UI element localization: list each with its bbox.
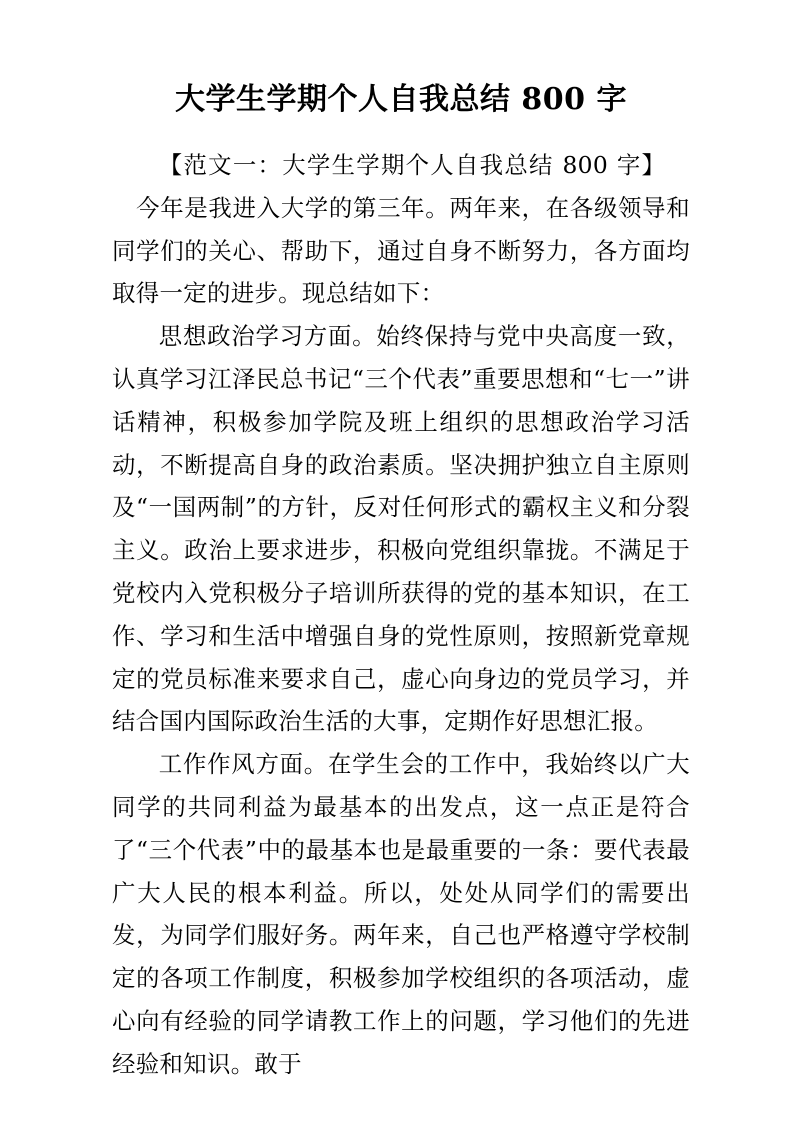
paragraph-1-lead: 【范文一：大学生学期个人自我总结 800 字】 [158, 151, 667, 179]
document-body [112, 78, 690, 1086]
paragraph-1-text: 今年是我进入大学的第三年。两年来，在各级领导和同学们的关心、帮助下，通过自身不断努力，各方面均取得一定的进步。现总结如下： [112, 193, 690, 308]
paragraph-1 [112, 144, 690, 315]
page-title: 大学生学期个人自我总结 800 字 [174, 82, 627, 117]
paragraph-3-text: 工作作风方面。在学生会的工作中，我始终以广大同学的共同利益为最基本的出发点，这一点正是符合了“三个代表”中的最基本也是最重要的一条：要代表最广大人民的根本利益。所以，处处从同学们的需要出发，为同学们服好务。两年来，自己也严格遵守学校制定的各项工作制度，积极参加学校组织的各项活动，虚心向有经验的同学请教工作上的问题，学习他们的先进经验和知识。敢于 [112, 750, 690, 1078]
paragraph-3 [112, 743, 690, 1085]
paragraph-2 [112, 315, 690, 743]
paragraph-2-text: 思想政治学习方面。始终保持与党中央高度一致，认真学习江泽民总书记“三个代表”重要思想和“七一”讲话精神，积极参加学院及班上组织的思想政治学习活动，不断提高自身的政治素质。坚决拥护独立自主原则及“一国两制”的方针，反对任何形式的霸权主义和分裂主义。政治上要求进步，积极向党组织靠拢。不满足于党校内入党积极分子培训所获得的党的基本知识，在工作、学习和生活中增强自身的党性原则，按照新党章规定的党员标准来要求自己，虚心向身边的党员学习，并结合国内国际政治生活的大事，定期作好思想汇报。 [112, 322, 690, 736]
